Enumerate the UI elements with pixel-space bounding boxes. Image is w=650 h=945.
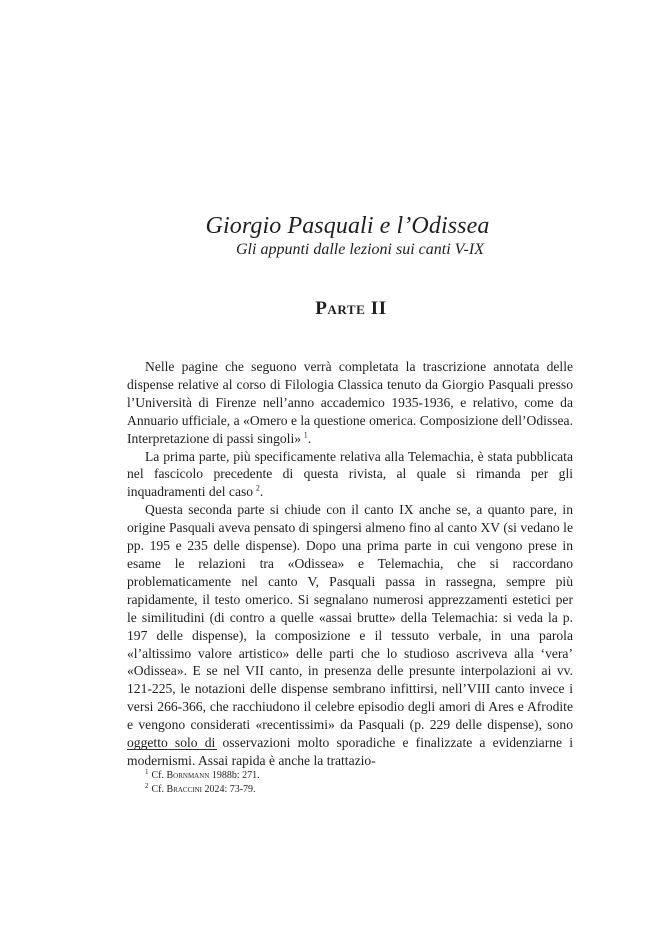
footnote-number: 1 <box>145 767 149 776</box>
footnote-1 <box>145 769 260 783</box>
paragraph-2 <box>127 448 573 502</box>
footnote-ref: 1988b: 271. <box>209 770 260 781</box>
body-text <box>127 358 573 770</box>
footnote-2 <box>145 783 260 797</box>
footnote-author: Braccini <box>166 784 202 795</box>
footnote-author: Bornmann <box>166 770 210 781</box>
footnotes <box>145 769 260 797</box>
article-title-part1: Giorgio Pasquali e l’ <box>205 213 412 239</box>
paragraph-1 <box>127 358 573 448</box>
footnote-ref: 2024: 73-79. <box>201 784 256 795</box>
article-title <box>0 212 650 240</box>
article-title-part2: Odissea <box>411 213 490 239</box>
footnote-number: 2 <box>145 781 149 790</box>
footnote-prefix: Cf. <box>151 784 167 795</box>
paragraph-1-text: Nelle pagine che seguono verrà completata la trascrizione annotata delle dispense relative al corso di Filologia Classica tenuto da Giorgio Pasquali presso l’Università di Firenze nell’anno accademico 1935-1936, e relativo, come da Annuario ufficiale, a «Omero e la questione omerica. Composizione dell’Odissea. Interpretazione di passi singoli» <box>127 359 573 446</box>
article-title-block <box>0 212 650 260</box>
footnote-ref-2: 2 <box>255 483 260 493</box>
paragraph-2-end: . <box>259 484 264 500</box>
paragraph-3: Questa seconda parte si chiude con il canto IX anche se, a quanto pare, in origine Pasquali aveva pensato di spingersi almeno fino al canto XV (si vedano le pp. 195 e 235 delle dispense). Dopo una prima parte in cui vengono prese in esame le relazioni tra «Odissea» e Telemachia, che si raccordano problematicamente nel canto V, Pasquali passa in rassegna, sempre più rapidamente, il testo omerico. Si segnalano numerosi apprezzamenti estetici per le similitudini (di contro a quelle «assai brutte» della Telemachia: si veda la p. 197 delle dispense), la composizione e il tessuto verbale, in una parola «l’altissimo valore artistico» delle parti che lo studioso ascriveva alla ‘vera’ «Odissea». E se nel VII canto, in presenza delle presunte interpolazioni ai vv. 121-225, le notazioni delle dispense sembrano infittirsi, nell’VIII canto invece i versi 266-366, che racchiudono il celebre episodio degli amori di Ares e Afrodite e vengono considerati «recentissimi» da Pasquali (p. 229 delle dispense), sono oggetto solo di osservazioni molto sporadiche e finalizzate a evidenziarne i modernismi. Assai rapida è anche la trattazio- <box>127 502 573 768</box>
paragraph-2-text: La prima parte, più specificamente relativa alla Telemachia, è stata pubblicata nel fascicolo precedente di questa rivista, al quale si rimanda per gli inquadramenti del caso <box>127 448 573 500</box>
article-subtitle: Gli appunti dalle lezioni sui canti V-IX <box>236 241 484 258</box>
footnote-ref-1: 1 <box>303 430 308 440</box>
footnote-prefix: Cf. <box>151 770 167 781</box>
paragraph-1-end: . <box>307 430 312 446</box>
section-heading: Parte II <box>315 298 387 319</box>
footnote-separator <box>127 749 217 750</box>
